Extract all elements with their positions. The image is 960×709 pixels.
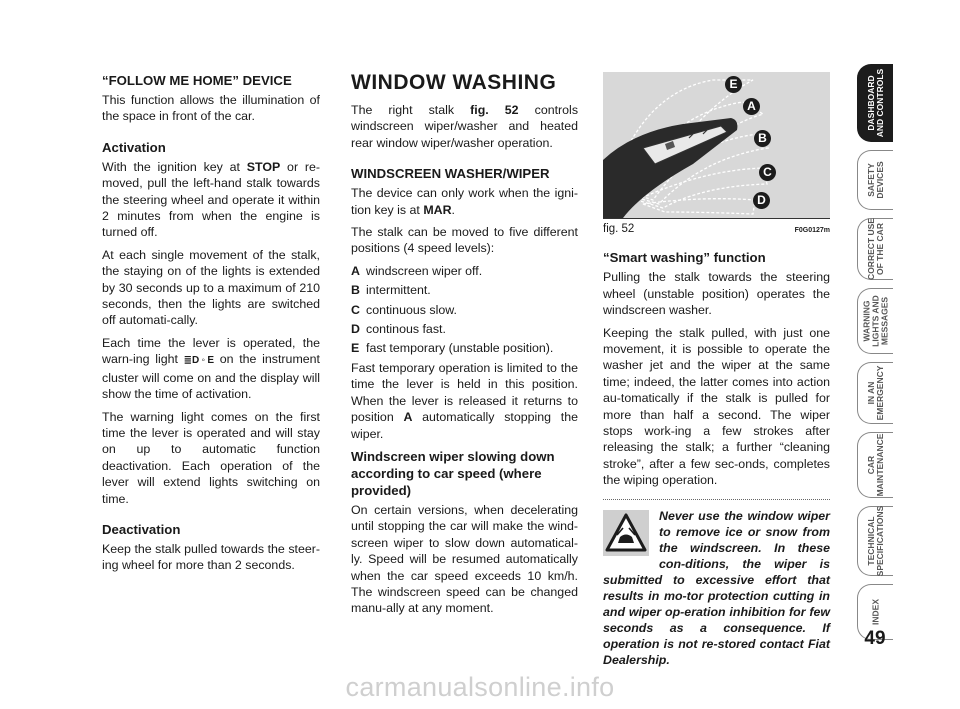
smart-washing-title: “Smart washing” function <box>603 250 766 266</box>
stalk-position-d <box>643 199 755 214</box>
activation-p1: With the ignition key at STOP or re-moved, pull the left-hand stalk towards the steering wheel and operate it within 2 minutes from when the engine is turned off. <box>102 159 320 240</box>
warning-triangle-icon <box>603 510 649 556</box>
follow-me-home-intro: This function allows the illumination of the space in front of the car. <box>102 93 320 124</box>
column-follow-me-home <box>102 72 320 580</box>
activation-p2: At each single movement of the stalk, the staying on of the lights is extended by 30 seconds up to a maximum of 210 seconds, then the lights are switched off automati-cally. <box>102 247 320 328</box>
activation-p4: The warning light comes on the first time the lever is operated and will stay on up to automatic function deactivation. Each operation of the lever will extend lights switching on time. <box>102 409 320 506</box>
washer-p2: The stalk can be moved to five different positions (4 speed levels): <box>351 225 578 256</box>
tab-index[interactable]: INDEX <box>857 584 893 640</box>
watermark: carmanualsonline.info <box>345 672 615 702</box>
washer-title: WINDSCREEN WASHER/WIPER <box>351 166 550 182</box>
warning-text: Never use the window wiper to remove ice or snow from the windscreen. In these con-ditions, the wiper is submitted to excessive effort that results in mo-tor protection cutting in and wiper op-eration inhibition for few seconds as a consequence. If operation is not re-stored contact Fiat Dealership. <box>603 508 830 667</box>
slowing-p: On certain versions, when decelerating until stopping the car will make the wind-screen wiper to slow down automatical-ly. Speed will be resumed automatically when the car speed exceeds 10 km/h. The windscreen speed can be changed manu-ally at any moment. <box>351 502 578 616</box>
deactivation-p: Keep the stalk pulled towards the steer-ing wheel for more than 2 seconds. <box>102 541 320 573</box>
tab-correct-use[interactable]: CORRECT USE OF THE CAR <box>857 218 893 280</box>
deactivation-title: Deactivation <box>102 521 181 537</box>
wiper-stalk-figure <box>603 72 830 218</box>
column-figure-smart-washing <box>603 72 830 668</box>
tab-dashboard-and-controls[interactable]: DASHBOARD AND CONTROLS <box>857 64 893 142</box>
tab-emergency[interactable]: IN AN EMERGENCY <box>857 362 893 424</box>
positions-list <box>351 263 578 357</box>
smart-washing-p1: Pulling the stalk towards the steering wheel (unstable position) operates the windscreen washer. <box>603 270 830 318</box>
window-washing-title: WINDOW WASHING <box>351 71 557 94</box>
wiper-stalk-illustration <box>603 72 830 218</box>
figure-caption <box>603 218 830 239</box>
figure-label-e: E <box>725 76 742 93</box>
smart-washing-p2: Keeping the stalk pulled, with just one movement, it is possible to operate the washer jet and the wiper at the same time; indeed, the latter comes into action au-tomatically if the stalk is pulled for more than half a second. The wiper stops work-ing a few strokes after releasing the stalk; a further “cleaning stroke”, after a few sec-onds, completes the wiping operation. <box>603 325 830 488</box>
tab-car-maintenance[interactable]: CAR MAINTENANCE <box>857 432 893 498</box>
figure-label-b: B <box>754 130 771 147</box>
page-number: 49 <box>864 628 886 649</box>
list-item: D continous fast. <box>351 322 446 337</box>
figure-label-d: D <box>753 192 770 209</box>
slowing-title: Windscreen wiper slowing down according to car speed (where provided) <box>351 448 555 498</box>
tab-technical-specifications[interactable]: TECHNICAL SPECIFICATIONS <box>857 506 893 576</box>
section-divider <box>603 499 830 500</box>
chapter-tabs <box>857 64 893 648</box>
activation-title: Activation <box>102 139 166 155</box>
activation-p3: Each time the lever is operated, the warn-ing light ≣D◦E on the instrument cluster will come on and the display will show the time of activation. <box>102 335 320 402</box>
figure-number: fig. 52 <box>603 223 635 235</box>
washer-p3: Fast temporary operation is limited to the time the lever is held in this position. When the lever is released it returns to position A automatically stopping the wiper. <box>351 360 578 441</box>
stalk-body <box>603 118 737 218</box>
headlight-warning-icon: ≣D◦E <box>183 355 215 367</box>
figure-code: F0G0127m <box>794 227 830 234</box>
column-window-washing <box>351 72 578 623</box>
warning-box <box>603 508 830 668</box>
tab-warning-lights[interactable]: WARNING LIGHTS AND MESSAGES <box>857 288 893 354</box>
window-washing-intro: The right stalk fig. 52 controls windscreen wiper/washer and heated rear window wiper/washer operation. <box>351 103 579 150</box>
washer-p1: The device can only work when the igni-tion key is at MAR. <box>351 186 578 217</box>
list-item: B intermittent. <box>351 283 431 298</box>
follow-me-home-title: “FOLLOW ME HOME” DEVICE <box>102 73 292 88</box>
list-item: E fast temporary (unstable position). <box>351 341 554 356</box>
list-item: A windscreen wiper off. <box>351 263 483 278</box>
tab-safety-devices[interactable]: SAFETY DEVICES <box>857 150 893 210</box>
list-item: C continuous slow. <box>351 302 457 317</box>
figure-label-a: A <box>743 98 760 115</box>
figure-label-c: C <box>759 164 776 181</box>
